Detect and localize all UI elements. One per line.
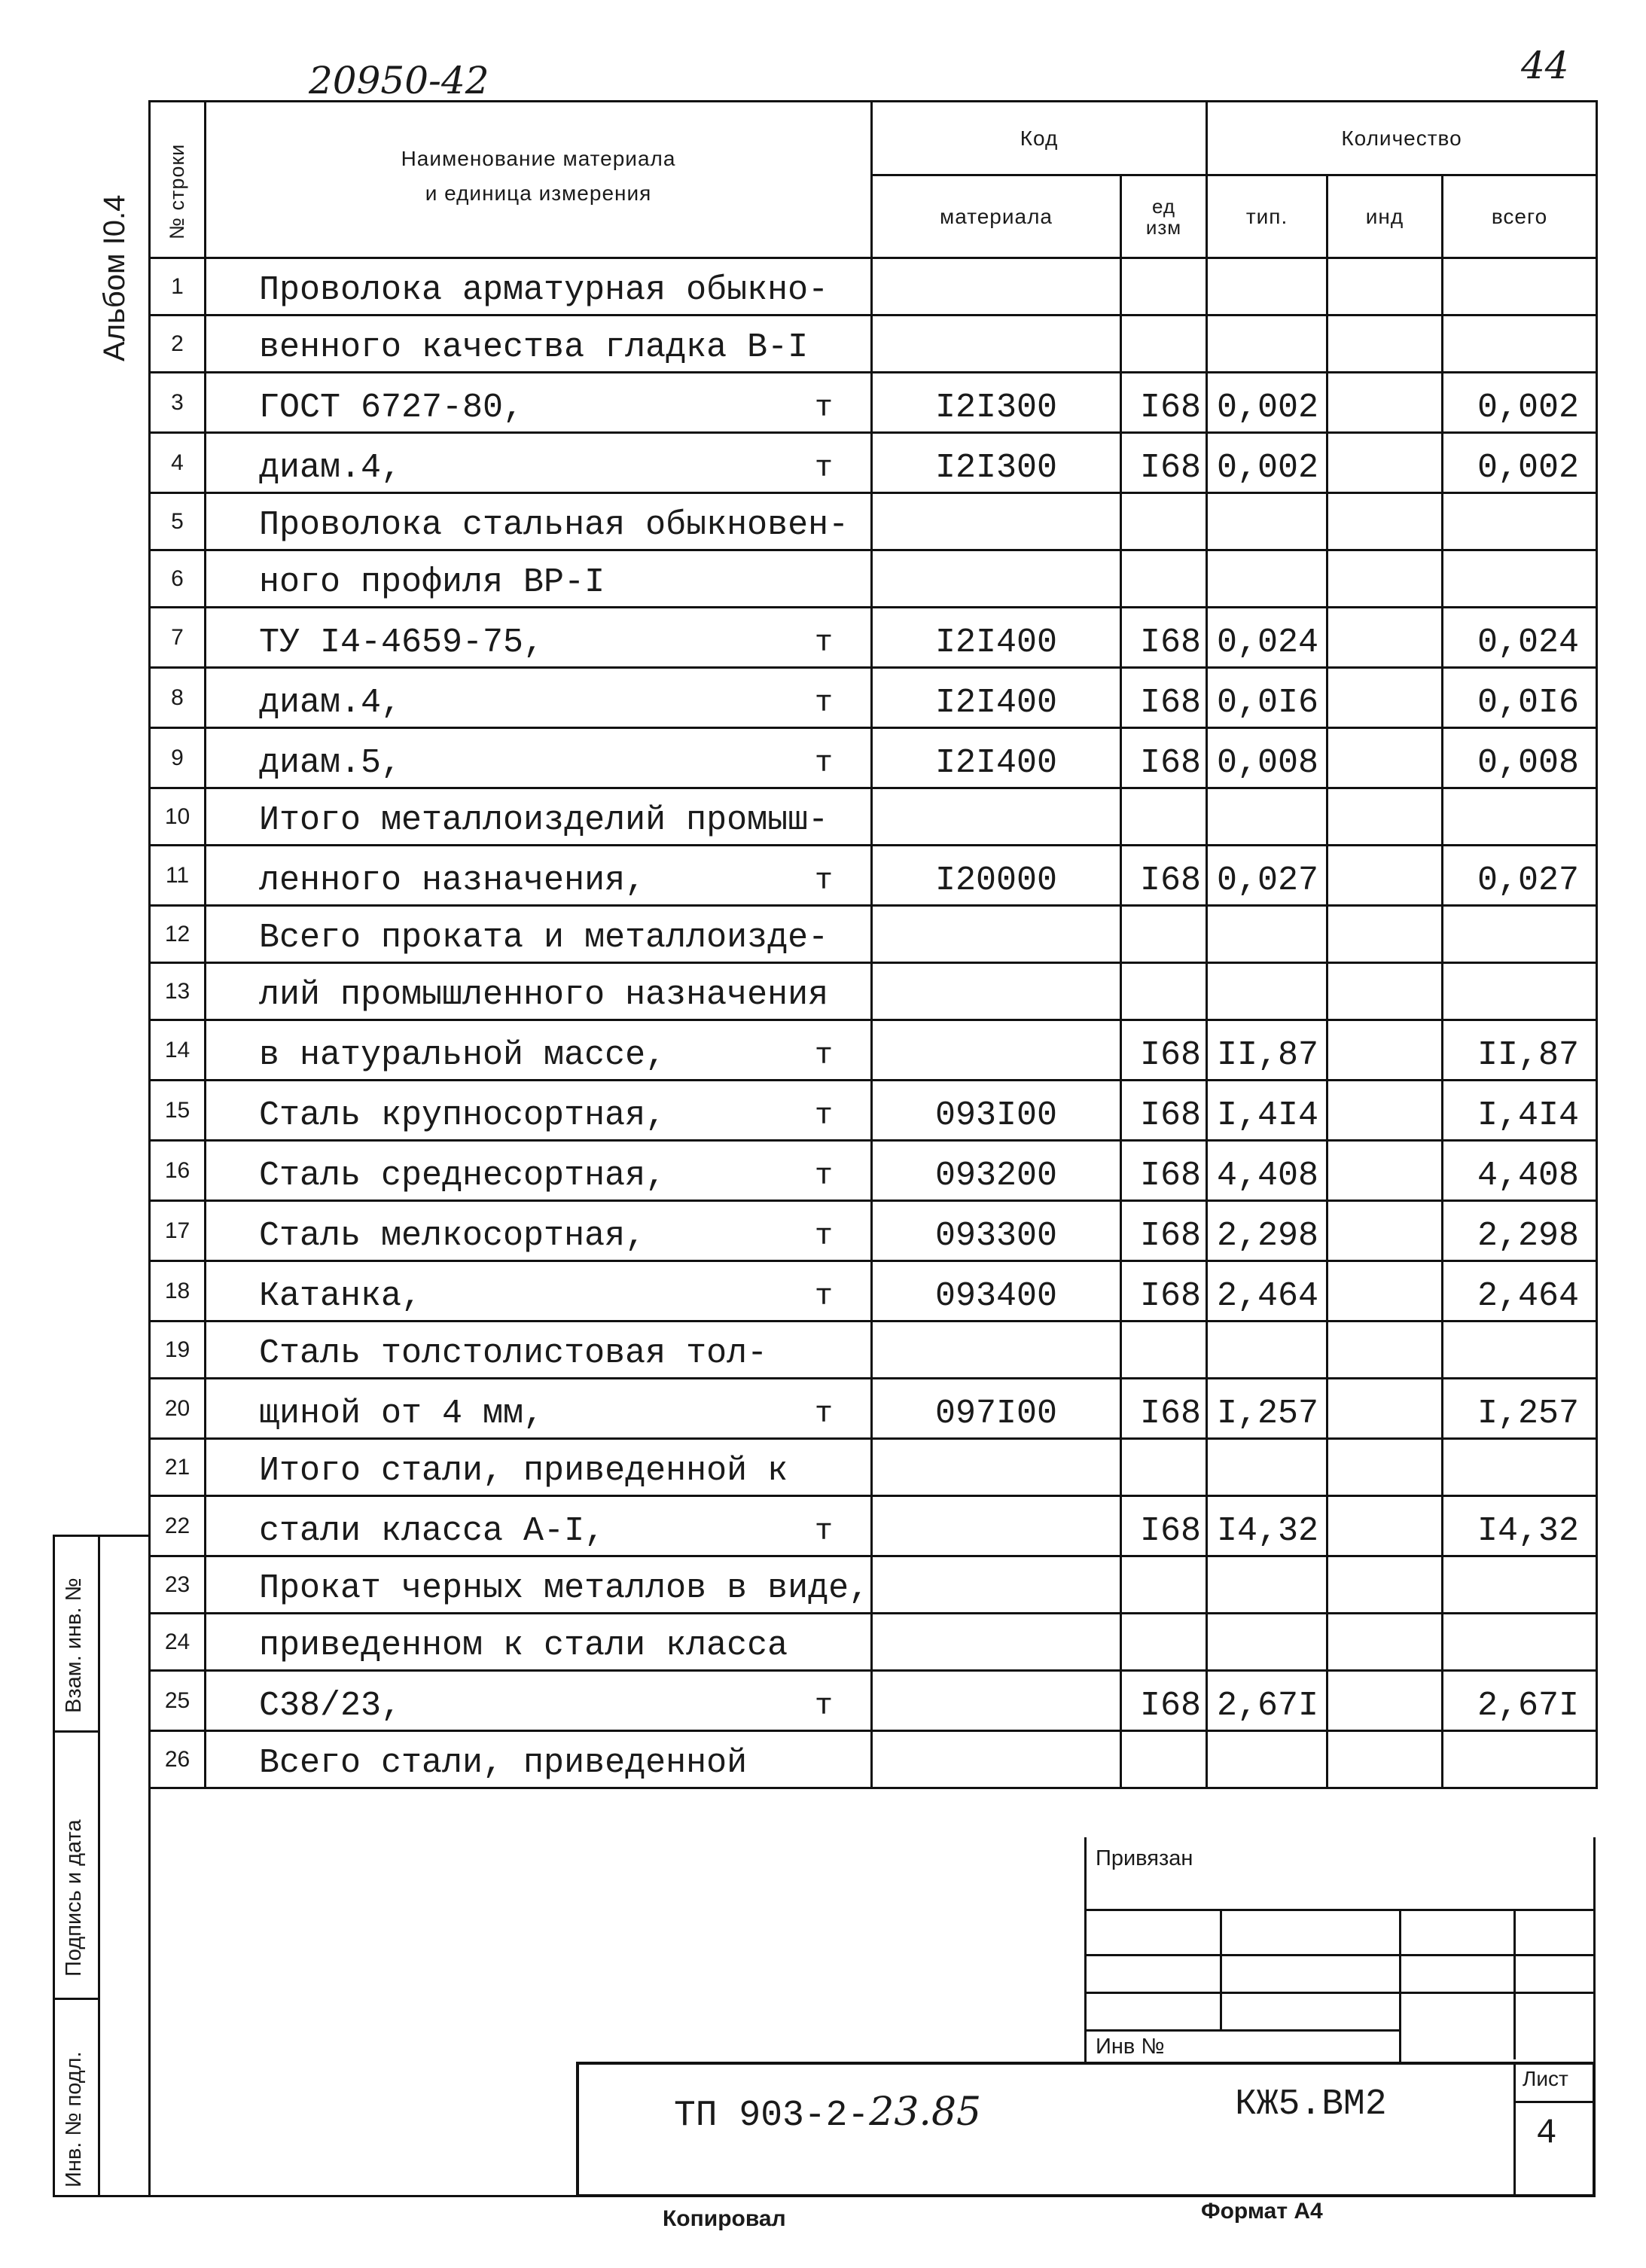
qty-typ: I,4I4 (1207, 1081, 1327, 1141)
sheet-label: Лист (1523, 2067, 1568, 2090)
material-name: диам.4, т (206, 668, 872, 728)
unit-label: т (814, 1160, 833, 1193)
material-code (872, 788, 1121, 846)
table-row (150, 788, 1597, 846)
material-code (872, 906, 1121, 963)
header-material-name: Наименование материала и единица измерения (206, 102, 872, 258)
album-label: Альбом I0.4 (98, 194, 131, 361)
qty-total: I,4I4 (1443, 1081, 1597, 1141)
material-name: приведенном к стали класса (206, 1614, 872, 1671)
unit-code (1121, 906, 1207, 963)
material-code (872, 316, 1121, 373)
qty-total: 0,027 (1443, 846, 1597, 906)
qty-typ: 4,408 (1207, 1141, 1327, 1201)
stamp-podpis-data: Подпись и дата (62, 1819, 86, 1977)
qty-total (1443, 963, 1597, 1020)
qty-typ: 2,298 (1207, 1201, 1327, 1261)
qty-ind (1327, 1141, 1443, 1201)
table-row (150, 1081, 1597, 1141)
row-number: 19 (150, 1321, 206, 1379)
qty-typ (1207, 1439, 1327, 1496)
material-code: 097I00 (872, 1379, 1121, 1439)
unit-label: т (814, 1099, 833, 1133)
material-code (872, 1321, 1121, 1379)
qty-ind (1327, 1261, 1443, 1321)
qty-typ (1207, 963, 1327, 1020)
qty-ind (1327, 493, 1443, 550)
row-number: 23 (150, 1556, 206, 1614)
material-name: Итого стали, приведенной к (206, 1439, 872, 1496)
unit-code: I68 (1121, 668, 1207, 728)
material-code (872, 1614, 1121, 1671)
unit-label: т (814, 864, 833, 898)
qty-typ: 2,67I (1207, 1671, 1327, 1731)
header-row-number: № строки (150, 102, 206, 258)
material-code: 093I00 (872, 1081, 1121, 1141)
row-number: 5 (150, 493, 206, 550)
unit-code: I68 (1121, 1379, 1207, 1439)
unit-label: т (814, 687, 833, 721)
qty-typ: 0,002 (1207, 373, 1327, 433)
qty-ind (1327, 668, 1443, 728)
unit-code (1121, 1614, 1207, 1671)
qty-ind (1327, 258, 1443, 316)
qty-ind (1327, 608, 1443, 668)
table-row (150, 493, 1597, 550)
unit-code: I68 (1121, 1496, 1207, 1556)
unit-code (1121, 788, 1207, 846)
header-code-group: Код (872, 102, 1207, 175)
material-name: щиной от 4 мм, т (206, 1379, 872, 1439)
unit-code: I68 (1121, 373, 1207, 433)
material-code (872, 1496, 1121, 1556)
stamp-vzam-inv: Взам. инв. № (62, 1578, 86, 1713)
unit-label: т (814, 452, 833, 486)
material-code: 093200 (872, 1141, 1121, 1201)
material-code (872, 963, 1121, 1020)
qty-typ (1207, 906, 1327, 963)
header-qty-total: всего (1443, 175, 1597, 258)
qty-total: 2,464 (1443, 1261, 1597, 1321)
table-row (150, 906, 1597, 963)
unit-code (1121, 963, 1207, 1020)
material-name: ГОСТ 6727-80, т (206, 373, 872, 433)
table-row (150, 1731, 1597, 1788)
table-row (150, 1496, 1597, 1556)
material-name: Сталь крупносортная, т (206, 1081, 872, 1141)
stamp-inv-podl: Инв. № подл. (62, 2051, 86, 2187)
material-code (872, 550, 1121, 608)
unit-label: т (814, 626, 833, 660)
row-number: 24 (150, 1614, 206, 1671)
row-number: 9 (150, 728, 206, 788)
qty-total (1443, 1731, 1597, 1788)
qty-total: I,257 (1443, 1379, 1597, 1439)
qty-total: 4,408 (1443, 1141, 1597, 1201)
qty-typ (1207, 258, 1327, 316)
row-number: 10 (150, 788, 206, 846)
table-row (150, 550, 1597, 608)
qty-typ: I4,32 (1207, 1496, 1327, 1556)
material-name: в натуральной массе, т (206, 1020, 872, 1081)
material-name: С38/23, т (206, 1671, 872, 1731)
row-number: 14 (150, 1020, 206, 1081)
qty-total (1443, 1439, 1597, 1496)
qty-typ (1207, 1731, 1327, 1788)
qty-typ: 0,008 (1207, 728, 1327, 788)
material-name: диам.5, т (206, 728, 872, 788)
material-code (872, 258, 1121, 316)
table-row (150, 963, 1597, 1020)
material-name: Сталь среднесортная, т (206, 1141, 872, 1201)
unit-label: т (814, 392, 833, 425)
material-name: ТУ I4-4659-75, т (206, 608, 872, 668)
privyazan-label: Привязан (1096, 1846, 1193, 1870)
table-row (150, 668, 1597, 728)
qty-total (1443, 788, 1597, 846)
table-row (150, 258, 1597, 316)
qty-total: 0,0I6 (1443, 668, 1597, 728)
unit-code (1121, 1321, 1207, 1379)
row-number: 17 (150, 1201, 206, 1261)
material-name: стали класса А-I, т (206, 1496, 872, 1556)
unit-code (1121, 1439, 1207, 1496)
material-code (872, 1020, 1121, 1081)
header-qty-typ: тип. (1207, 175, 1327, 258)
unit-label: т (814, 1280, 833, 1314)
qty-total (1443, 316, 1597, 373)
material-name: Прокат черных металлов в виде, (206, 1556, 872, 1614)
qty-ind (1327, 846, 1443, 906)
qty-ind (1327, 1321, 1443, 1379)
material-name: Сталь мелкосортная, т (206, 1201, 872, 1261)
qty-typ: 0,027 (1207, 846, 1327, 906)
qty-typ (1207, 550, 1327, 608)
unit-code: I68 (1121, 1201, 1207, 1261)
material-code: I2I300 (872, 433, 1121, 493)
format-label: Формат А4 (1201, 2199, 1323, 2224)
row-number: 20 (150, 1379, 206, 1439)
row-number: 7 (150, 608, 206, 668)
table-row (150, 1321, 1597, 1379)
table-row (150, 1379, 1597, 1439)
material-name: Проволока арматурная обыкно- (206, 258, 872, 316)
unit-code (1121, 316, 1207, 373)
drawing-code: КЖ5.ВМ2 (1235, 2084, 1387, 2125)
qty-ind (1327, 906, 1443, 963)
unit-code (1121, 550, 1207, 608)
row-number: 11 (150, 846, 206, 906)
qty-ind (1327, 728, 1443, 788)
header-code-material: материала (872, 175, 1121, 258)
qty-ind (1327, 963, 1443, 1020)
unit-code: I68 (1121, 846, 1207, 906)
qty-total: 2,298 (1443, 1201, 1597, 1261)
qty-ind (1327, 433, 1443, 493)
unit-code: I68 (1121, 728, 1207, 788)
qty-ind (1327, 788, 1443, 846)
row-number: 8 (150, 668, 206, 728)
table-row (150, 1556, 1597, 1614)
unit-code (1121, 1731, 1207, 1788)
qty-ind (1327, 1020, 1443, 1081)
qty-total: 0,008 (1443, 728, 1597, 788)
qty-total: I4,32 (1443, 1496, 1597, 1556)
table-row (150, 1614, 1597, 1671)
qty-typ: 0,002 (1207, 433, 1327, 493)
material-name: Всего стали, приведенной (206, 1731, 872, 1788)
material-code: I2I400 (872, 668, 1121, 728)
row-number: 22 (150, 1496, 206, 1556)
qty-typ (1207, 1321, 1327, 1379)
table-row (150, 728, 1597, 788)
qty-total: 0,024 (1443, 608, 1597, 668)
unit-label: т (814, 1690, 833, 1724)
unit-label: т (814, 1039, 833, 1073)
table-row (150, 846, 1597, 906)
row-number: 12 (150, 906, 206, 963)
table-row (150, 1201, 1597, 1261)
unit-code (1121, 493, 1207, 550)
qty-typ: I,257 (1207, 1379, 1327, 1439)
unit-label: т (814, 1515, 833, 1549)
qty-ind (1327, 550, 1443, 608)
row-number: 13 (150, 963, 206, 1020)
qty-total (1443, 1321, 1597, 1379)
qty-ind (1327, 1201, 1443, 1261)
material-code: I2I400 (872, 608, 1121, 668)
unit-label: т (814, 1220, 833, 1254)
qty-typ (1207, 493, 1327, 550)
table-row (150, 316, 1597, 373)
inv-no-label: Инв № (1096, 2035, 1165, 2059)
row-number: 25 (150, 1671, 206, 1731)
qty-ind (1327, 1496, 1443, 1556)
qty-ind (1327, 1081, 1443, 1141)
qty-total (1443, 258, 1597, 316)
qty-total: 2,67I (1443, 1671, 1597, 1731)
header-qty-ind: инд (1327, 175, 1443, 258)
material-name: лий промышленного назначения (206, 963, 872, 1020)
qty-typ (1207, 316, 1327, 373)
qty-total (1443, 906, 1597, 963)
unit-code: I68 (1121, 1020, 1207, 1081)
row-number: 6 (150, 550, 206, 608)
qty-typ: 2,464 (1207, 1261, 1327, 1321)
qty-typ (1207, 1614, 1327, 1671)
qty-typ: II,87 (1207, 1020, 1327, 1081)
qty-ind (1327, 1439, 1443, 1496)
qty-total: II,87 (1443, 1020, 1597, 1081)
row-number: 2 (150, 316, 206, 373)
material-code: I20000 (872, 846, 1121, 906)
material-code (872, 493, 1121, 550)
material-code: 093400 (872, 1261, 1121, 1321)
qty-total: 0,002 (1443, 373, 1597, 433)
row-number: 1 (150, 258, 206, 316)
qty-typ: 0,024 (1207, 608, 1327, 668)
material-code: I2I400 (872, 728, 1121, 788)
table-row (150, 433, 1597, 493)
material-name: диам.4, т (206, 433, 872, 493)
qty-ind (1327, 1671, 1443, 1731)
row-number: 4 (150, 433, 206, 493)
row-number: 18 (150, 1261, 206, 1321)
designation: ТП 903-2-23.85 (674, 2090, 982, 2136)
material-name: Сталь толстолистовая тол- (206, 1321, 872, 1379)
table-row (150, 1439, 1597, 1496)
table-row (150, 1020, 1597, 1081)
sheet-number: 4 (1536, 2114, 1557, 2153)
qty-typ: 0,0I6 (1207, 668, 1327, 728)
page-number: 44 (1521, 44, 1569, 87)
qty-ind (1327, 1556, 1443, 1614)
table-row (150, 373, 1597, 433)
material-code (872, 1671, 1121, 1731)
row-number: 3 (150, 373, 206, 433)
unit-code: I68 (1121, 1141, 1207, 1201)
material-name: Всего проката и металлоизде- (206, 906, 872, 963)
qty-ind (1327, 1614, 1443, 1671)
table-row (150, 1141, 1597, 1201)
qty-ind (1327, 1379, 1443, 1439)
material-code: I2I300 (872, 373, 1121, 433)
table-row (150, 1671, 1597, 1731)
row-number: 15 (150, 1081, 206, 1141)
qty-ind (1327, 373, 1443, 433)
header-code-unit: ед изм (1121, 175, 1207, 258)
material-code (872, 1731, 1121, 1788)
unit-code: I68 (1121, 1261, 1207, 1321)
qty-typ (1207, 788, 1327, 846)
table-row (150, 608, 1597, 668)
qty-total (1443, 550, 1597, 608)
material-code: 093300 (872, 1201, 1121, 1261)
unit-code (1121, 258, 1207, 316)
material-name: ленного назначения, т (206, 846, 872, 906)
material-name: Катанка, т (206, 1261, 872, 1321)
unit-code (1121, 1556, 1207, 1614)
header-quantity-group: Количество (1207, 102, 1597, 175)
row-number: 16 (150, 1141, 206, 1201)
material-code (872, 1556, 1121, 1614)
qty-ind (1327, 316, 1443, 373)
unit-code: I68 (1121, 608, 1207, 668)
qty-total (1443, 493, 1597, 550)
copied-label: Копировал (663, 2206, 786, 2231)
qty-total (1443, 1556, 1597, 1614)
unit-code: I68 (1121, 1081, 1207, 1141)
qty-total (1443, 1614, 1597, 1671)
unit-label: т (814, 747, 833, 781)
unit-code: I68 (1121, 433, 1207, 493)
row-number: 21 (150, 1439, 206, 1496)
qty-total: 0,002 (1443, 433, 1597, 493)
material-name: Проволока стальная обыкновен- (206, 493, 872, 550)
material-name: Итого металлоизделий промыш- (206, 788, 872, 846)
table-row (150, 1261, 1597, 1321)
material-name: ного профиля ВР-I (206, 550, 872, 608)
qty-ind (1327, 1731, 1443, 1788)
material-code (872, 1439, 1121, 1496)
qty-typ (1207, 1556, 1327, 1614)
document-number: 20950-42 (309, 59, 489, 102)
material-name: венного качества гладка В-I (206, 316, 872, 373)
row-number: 26 (150, 1731, 206, 1788)
unit-code: I68 (1121, 1671, 1207, 1731)
materials-table (148, 100, 1598, 1789)
unit-label: т (814, 1398, 833, 1431)
